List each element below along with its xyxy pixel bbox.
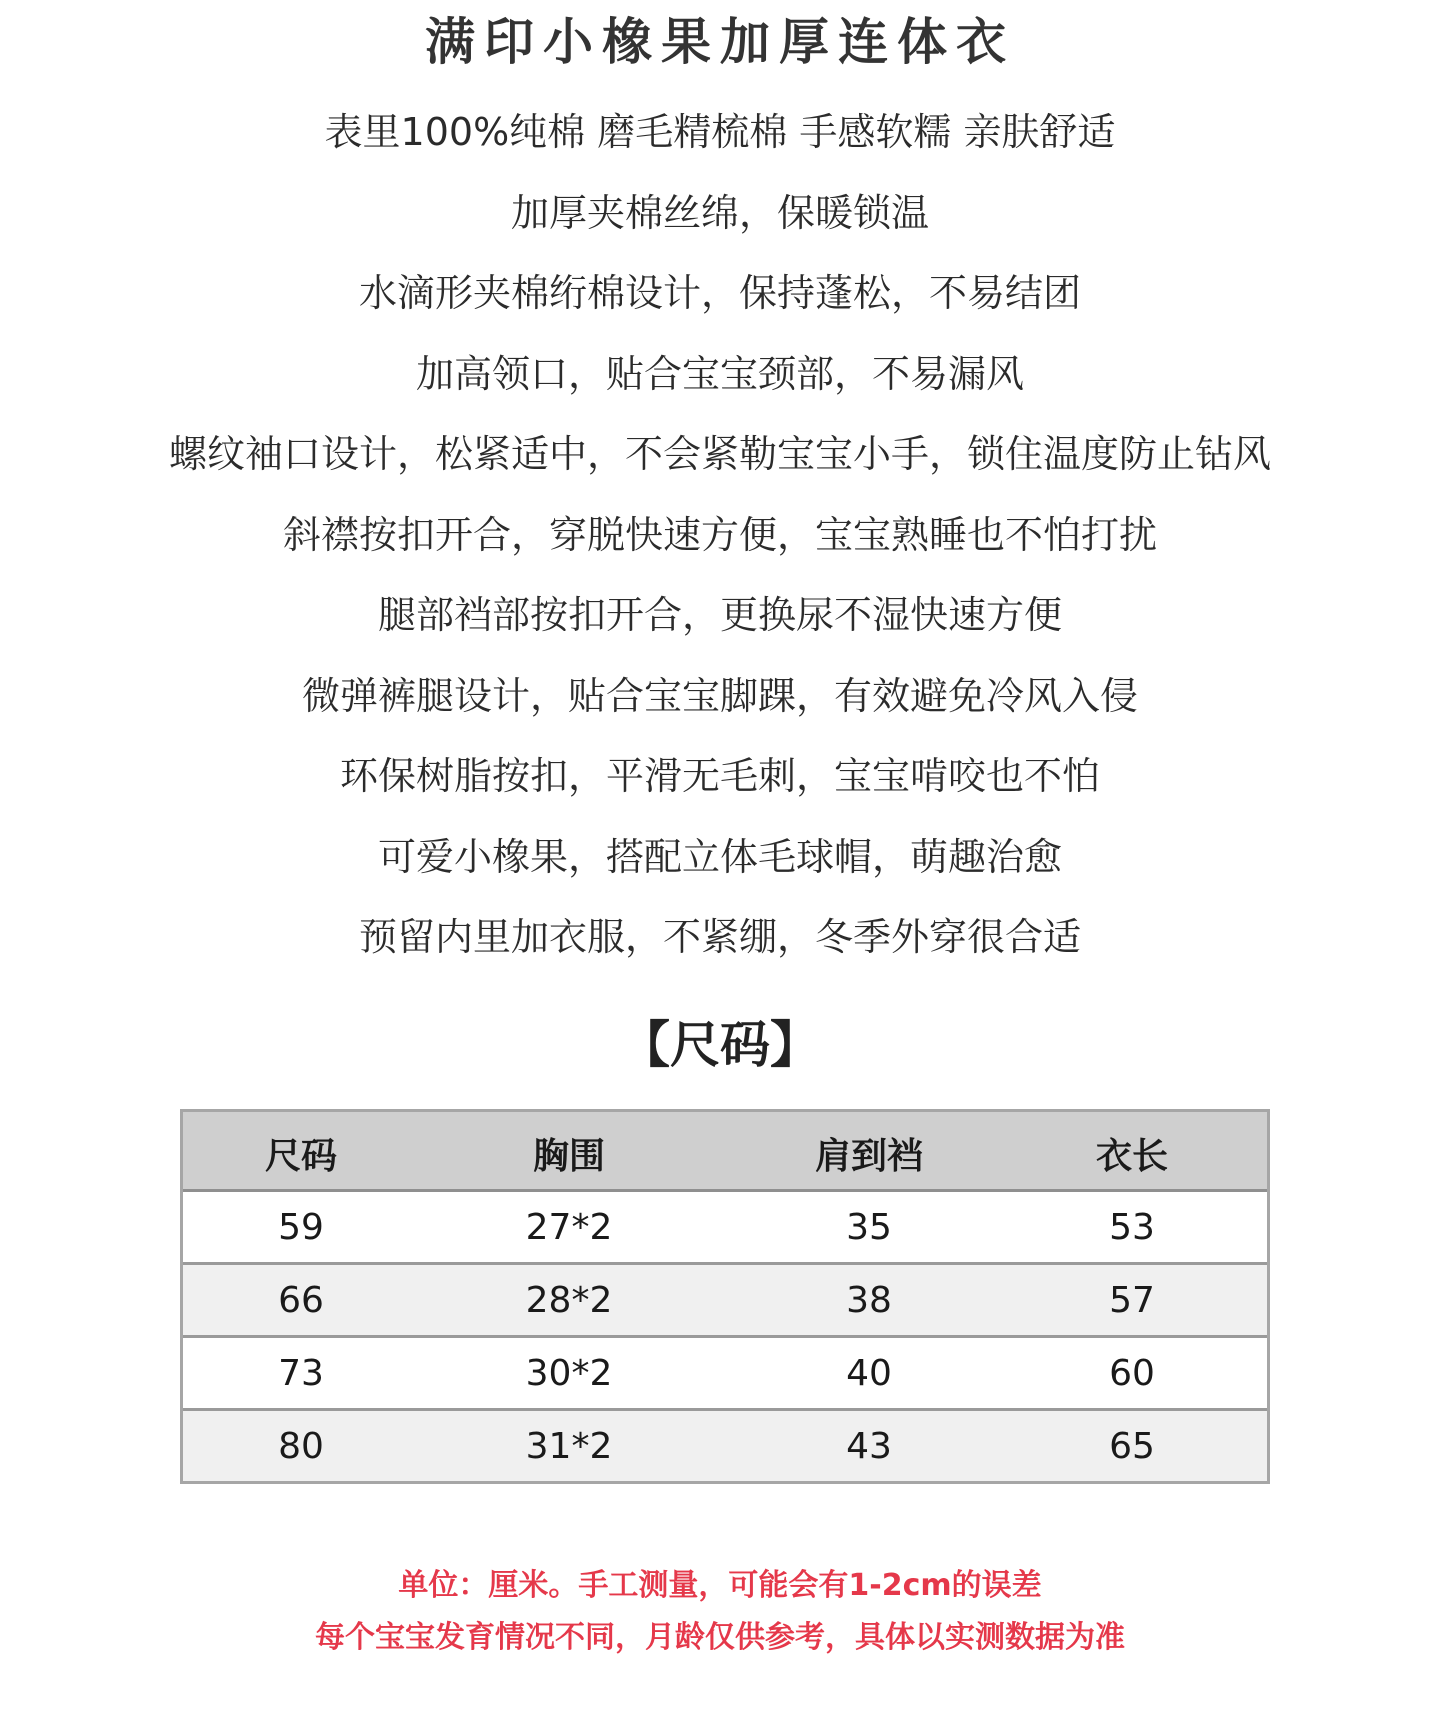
feature-item: 可爱小橡果，搭配立体毛球帽，萌趣治愈 <box>377 834 1062 879</box>
feature-item: 微弹裤腿设计，贴合宝宝脚踝，有效避免冷风入侵 <box>301 673 1138 718</box>
table-cell-size: 73 <box>278 1352 324 1394</box>
table-row <box>183 1265 1267 1338</box>
feature-item: 斜襟按扣开合，穿脱快速方便，宝宝熟睡也不怕打扰 <box>282 512 1157 557</box>
table-row <box>183 1411 1267 1481</box>
table-cell-shoulder-to-crotch: 43 <box>846 1425 892 1467</box>
feature-item: 加高领口，贴合宝宝颈部，不易漏风 <box>415 351 1024 396</box>
feature-item: 腿部裆部按扣开合，更换尿不湿快速方便 <box>377 593 1062 637</box>
table-cell-chest: 30*2 <box>525 1352 613 1394</box>
table-cell-shoulder-to-crotch: 35 <box>846 1206 892 1248</box>
feature-item: 加厚夹棉丝绵，保暖锁温 <box>510 190 929 235</box>
size-table <box>180 1109 1270 1484</box>
feature-item: 预留内里加衣服，不紧绷，冬季外穿很合适 <box>358 915 1081 959</box>
table-cell-length: 65 <box>1109 1425 1155 1467</box>
table-cell-length: 57 <box>1109 1279 1155 1321</box>
table-cell-size: 59 <box>278 1206 324 1248</box>
table-cell-chest: 31*2 <box>525 1425 613 1467</box>
column-header-length: 衣长 <box>1095 1136 1168 1177</box>
table-cell-chest: 28*2 <box>525 1279 613 1321</box>
table-cell-shoulder-to-crotch: 38 <box>846 1279 892 1321</box>
feature-item: 水滴形夹棉绗棉设计，保持蓬松，不易结团 <box>358 271 1081 315</box>
table-row <box>183 1192 1267 1265</box>
table-cell-size: 66 <box>278 1279 324 1321</box>
age-reference-note: 每个宝宝发育情况不同，月龄仅供参考，具体以实测数据为准 <box>315 1620 1125 1655</box>
column-header-shoulder-to-crotch: 肩到裆 <box>814 1136 923 1177</box>
feature-item: 表里100%纯棉 磨毛精梳棉 手感软糯 亲肤舒适 <box>324 110 1116 154</box>
table-cell-length: 53 <box>1109 1206 1155 1248</box>
unit-note: 单位：厘米。手工测量，可能会有1-2cm的误差 <box>398 1568 1042 1603</box>
size-section-heading: 【尺码】 <box>620 1016 820 1074</box>
feature-item: 环保树脂按扣，平滑无毛刺，宝宝啃咬也不怕 <box>339 754 1100 798</box>
table-row <box>183 1338 1267 1411</box>
table-cell-shoulder-to-crotch: 40 <box>846 1352 892 1394</box>
measurement-notes <box>0 1560 1440 1664</box>
feature-item: 螺纹袖口设计，松紧适中，不会紧勒宝宝小手，锁住温度防止钻风 <box>168 432 1271 476</box>
table-cell-size: 80 <box>278 1425 324 1467</box>
feature-list <box>0 96 1440 982</box>
product-title: 满印小橡果加厚连体衣 <box>425 13 1015 71</box>
column-header-chest: 胸围 <box>532 1136 605 1177</box>
table-cell-chest: 27*2 <box>525 1206 613 1248</box>
column-header-size: 尺码 <box>264 1136 337 1177</box>
size-table-header-row <box>183 1112 1267 1192</box>
table-cell-length: 60 <box>1109 1352 1155 1394</box>
